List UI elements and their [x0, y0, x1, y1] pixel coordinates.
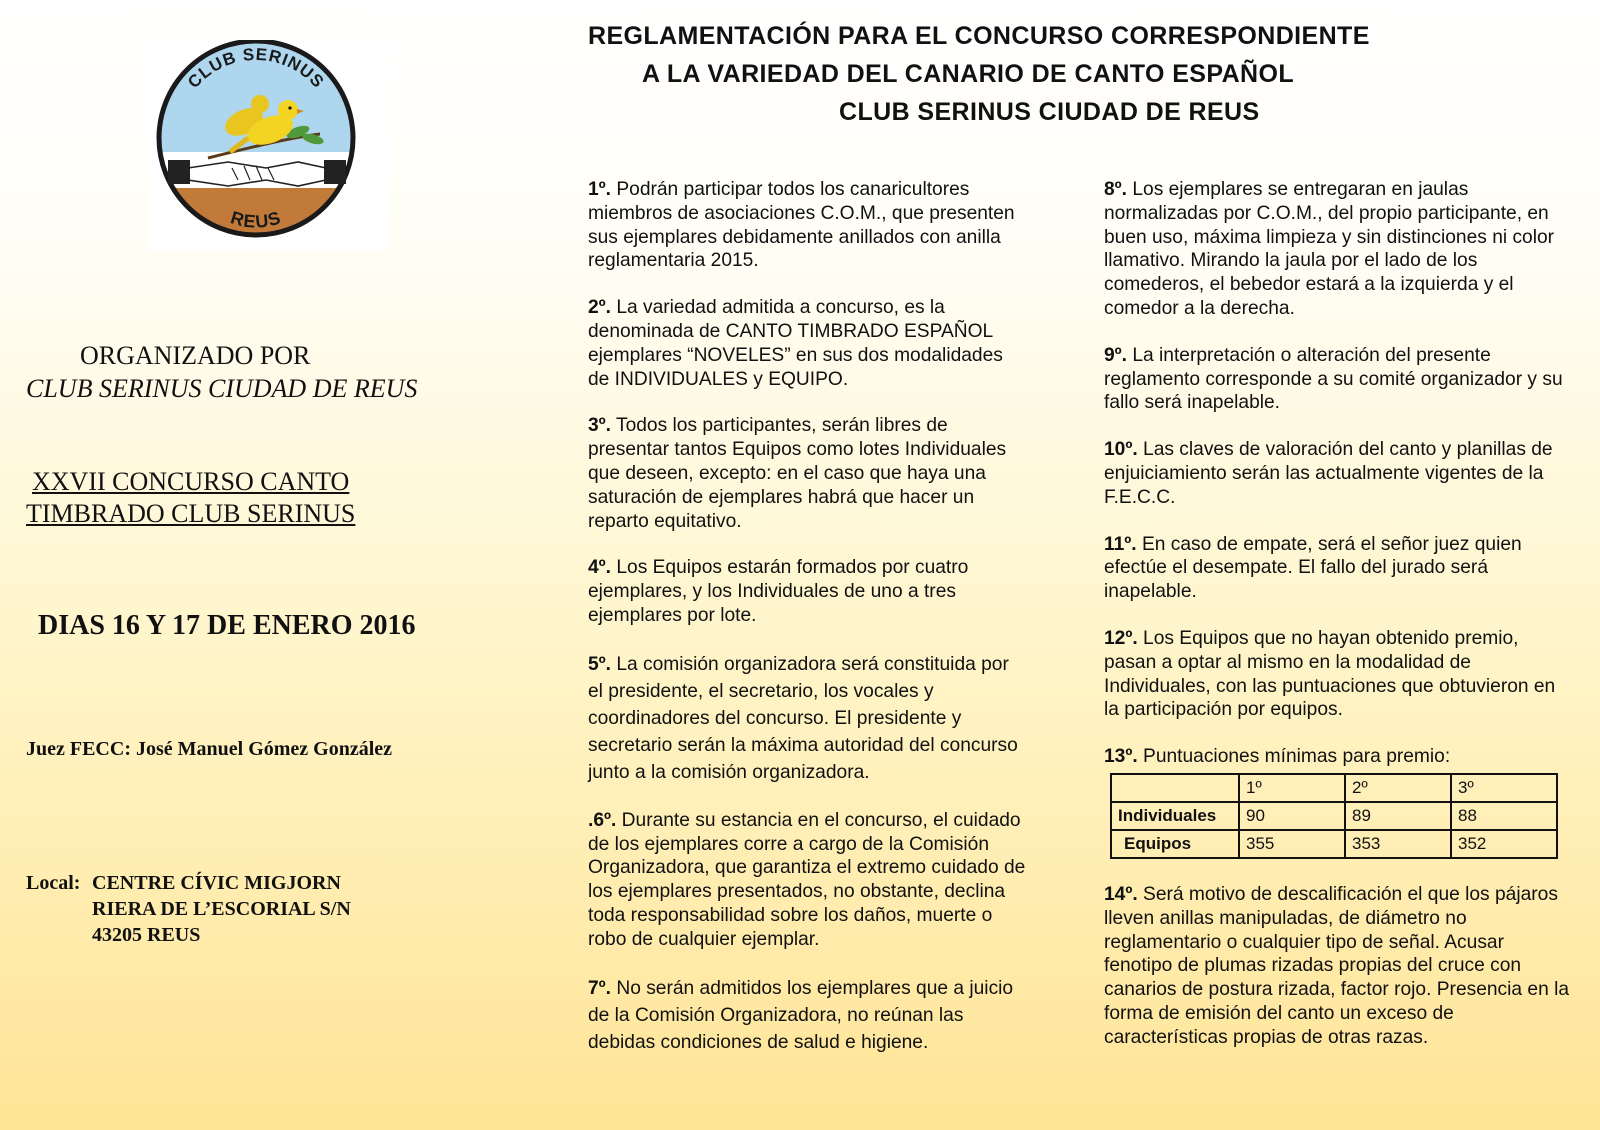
rule-number: 1º.: [588, 179, 612, 200]
rule-7: [588, 975, 1028, 1056]
rule-text: Durante su estancia en el concurso, el cuidado de los ejemplares corre a cargo de la Comisión Organizadora, que garantiza el extremo cuidado de los ejemplares presentados, no obstante, declina toda responsabilidad sobre los daños, muerte o robo de cualquier ejemplar.: [588, 809, 1026, 950]
table-cell: 353: [1345, 830, 1451, 858]
rule-number: 2º.: [588, 297, 612, 319]
logo-bottom-text: REUS: [228, 207, 284, 232]
canary-handshake-logo-icon: [148, 40, 388, 250]
rule-text: No serán admitidos los ejemplares que a juicio de la Comisión Organizadora, no reúnan las debidas condiciones de salud e higiene.: [588, 977, 1014, 1053]
contest-title: [26, 466, 355, 530]
rule-number: 3º.: [588, 415, 612, 437]
rule-1: [588, 178, 1028, 273]
judge-info: [26, 738, 392, 761]
rule-text: Puntuaciones mínimas para premio:: [1137, 746, 1451, 768]
rule-11: [1104, 533, 1574, 604]
table-header-cell: 2º: [1345, 774, 1451, 802]
contest-title-line-1: XXVII CONCURSO CANTO: [32, 467, 350, 496]
rule-number: 12º.: [1104, 627, 1138, 649]
rule-number: 7º.: [588, 977, 612, 999]
table-header-cell: 3º: [1451, 774, 1557, 802]
rule-number: 9º.: [1104, 344, 1128, 366]
rule-number: 4º.: [588, 557, 612, 579]
rule-3: [588, 414, 1028, 533]
table-cell: 90: [1239, 802, 1345, 830]
rules-column-1: [588, 178, 1028, 1079]
rule-text: Los ejemplares se entregaran en jaulas normalizadas por C.O.M., del propio participante, en buen uso, máxima limpieza y sin distinciones ni color llamativo. Mirando la jaula por el lado de los comederos, el bebedor estará a la izquierda y el comedor a la derecha.: [1104, 179, 1555, 319]
contest-title-line-2: TIMBRADO CLUB SERINUS: [26, 499, 356, 528]
minimum-scores-table: [1110, 773, 1558, 859]
table-row-label: Individuales: [1111, 802, 1239, 830]
rule-number: 11º.: [1104, 533, 1137, 555]
table-header-cell: [1111, 774, 1239, 802]
rule-number: .6º.: [588, 809, 617, 831]
title-line-1: REGLAMENTACIÓN PARA EL CONCURSO CORRESPONDIENTE: [588, 22, 1370, 50]
venue-label: Local:: [26, 872, 81, 894]
venue-info: [26, 870, 351, 948]
rule-number: 14º.: [1104, 883, 1138, 905]
venue-line-3: 43205 REUS: [92, 924, 201, 946]
title-line-3: CLUB SERINUS CIUDAD DE REUS: [839, 98, 1260, 126]
rule-text: Los Equipos estarán formados por cuatro ejemplares, y los Individuales de uno a tres ejemplares por lote.: [588, 557, 969, 626]
table-cell: 88: [1451, 802, 1557, 830]
rule-text: La comisión organizadora será constituida por el presidente, el secretario, los vocales y coordinadores del concurso. El presidente y secretario serán la máxima autoridad del concurso junto a la comisión organizadora.: [588, 653, 1018, 783]
rule-8: [1104, 178, 1574, 321]
organized-by-label: ORGANIZADO POR: [80, 341, 311, 370]
rule-text: En caso de empate, será el señor juez quien efectúe el desempate. El fallo del jurado será inapelable.: [1104, 533, 1522, 603]
venue-line-2: RIERA DE L’ESCORIAL S/N: [92, 898, 351, 920]
rule-number: 13º.: [1104, 746, 1138, 768]
table-row: [1111, 802, 1557, 830]
organizer-club-name: CLUB SERINUS CIUDAD DE REUS: [26, 374, 418, 403]
rule-6: [588, 809, 1028, 952]
left-panel: [0, 0, 545, 1130]
contest-dates: DIAS 16 Y 17 DE ENERO 2016: [38, 610, 416, 641]
rule-text: Todos los participantes, serán libres de presentar tantos Equipos como lotes Individuales que deseen, excepto: en el caso que haya una saturación de ejemplares habrá que hacer un reparto equitativo.: [588, 415, 1007, 532]
rule-12: [1104, 627, 1574, 722]
table-header-cell: 1º: [1239, 774, 1345, 802]
venue-line-1: CENTRE CÍVIC MIGJORN: [92, 872, 341, 894]
table-row-label: Equipos: [1111, 830, 1239, 858]
rule-9: [1104, 344, 1574, 415]
logo-top-text: CLUB SERINUS: [184, 44, 329, 92]
rule-5: [588, 651, 1028, 786]
rule-number: 10º.: [1104, 439, 1138, 461]
table-row: [1111, 830, 1557, 858]
rule-text: Podrán participar todos los canaricultores miembros de asociaciones C.O.M., que presenten sus ejemplares debidamente anillados con anilla reglamentaria 2015.: [588, 179, 1015, 272]
rule-4: [588, 556, 1028, 627]
table-cell: 352: [1451, 830, 1557, 858]
rule-text: Las claves de valoración del canto y planillas de enjuiciamiento serán las actualmente vigentes de la F.E.C.C.: [1104, 439, 1553, 508]
rule-number: 8º.: [1104, 179, 1128, 200]
rule-number: 5º.: [588, 653, 612, 675]
rule-text: La variedad admitida a concurso, es la denominada de CANTO TIMBRADO ESPAÑOL ejemplares “NOVELES” en sus dos modalidades de INDIVIDUALES y EQUIPO.: [588, 297, 1003, 390]
judge-label: Juez FECC:: [26, 738, 131, 760]
rule-text: La interpretación o alteración del presente reglamento corresponde a su comité organizador y su fallo será inapelable.: [1104, 344, 1563, 414]
table-cell: 355: [1239, 830, 1345, 858]
table-header-row: [1111, 774, 1557, 802]
judge-name: José Manuel Gómez González: [135, 738, 393, 760]
rule-14: [1104, 883, 1574, 1050]
rule-text: Será motivo de descalificación el que los pájaros lleven anillas manipuladas, de diámetro no reglamentario o cualquier tipo de señal. Acusar fenotipo de plumas rizadas propias del cruce con canarios de postura rizada, factor rojo. Presencia en la forma de emisión del canto un exceso de características propias de otras razas.: [1104, 883, 1570, 1048]
rule-13: [1104, 745, 1574, 769]
rule-2: [588, 296, 1028, 391]
rule-10: [1104, 438, 1574, 509]
title-line-2: A LA VARIEDAD DEL CANARIO DE CANTO ESPAÑOL: [642, 60, 1295, 88]
rule-text: Los Equipos que no hayan obtenido premio, pasan a optar al mismo en la modalidad de Individuales, con las puntuaciones que obtuvieron en la participación por equipos.: [1104, 627, 1556, 721]
rules-column-2: [1104, 178, 1574, 1073]
club-logo: [148, 40, 388, 250]
table-cell: 89: [1345, 802, 1451, 830]
